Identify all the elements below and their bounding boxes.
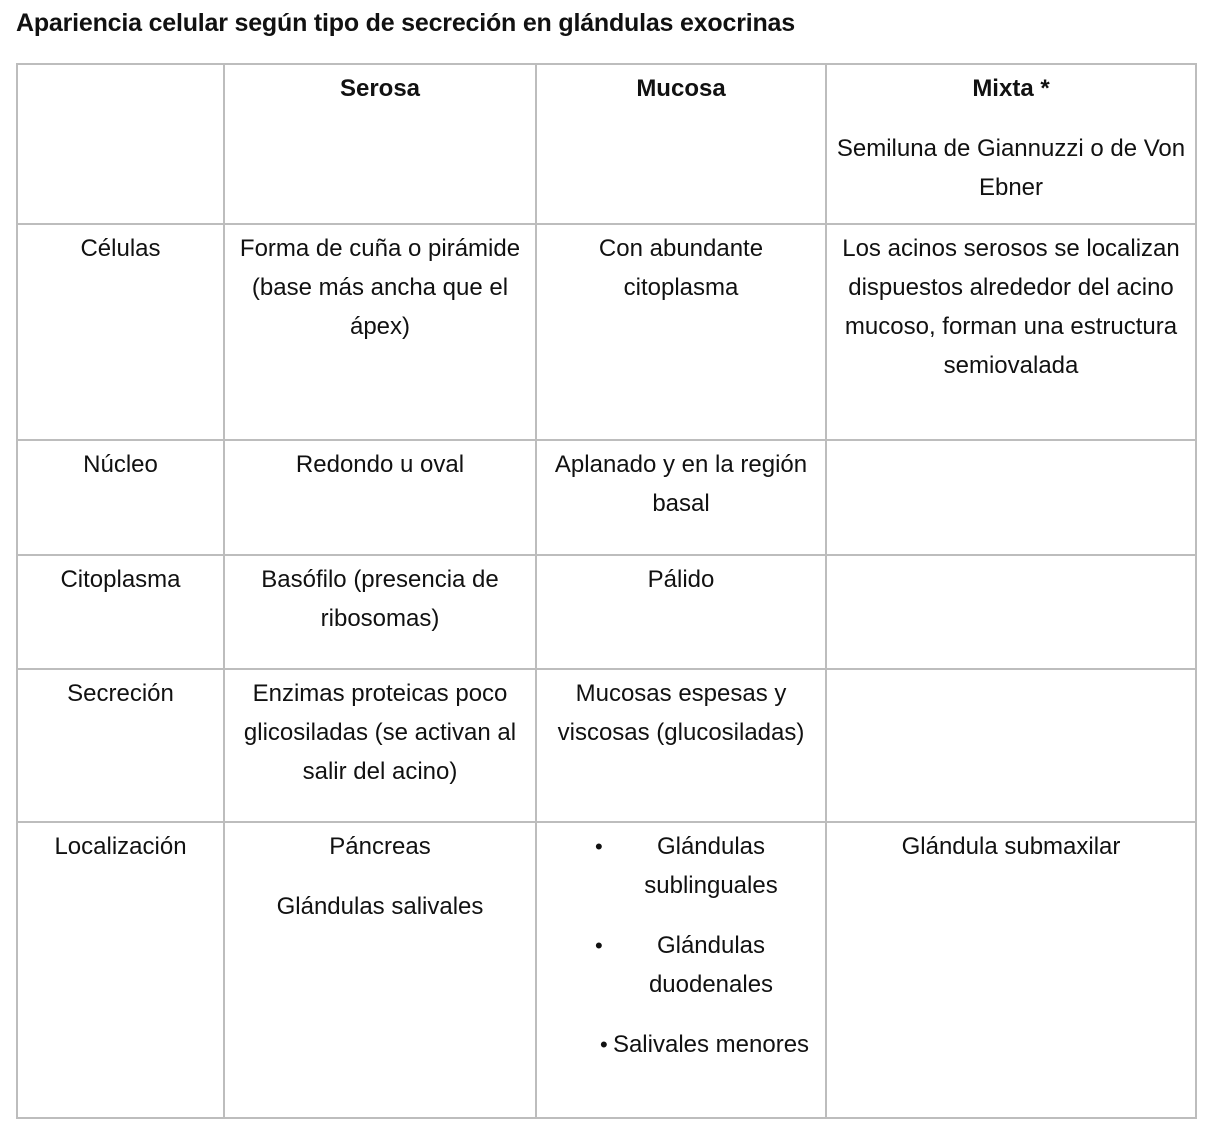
row-label: Células [17,224,224,440]
row-label: Núcleo [17,440,224,555]
list-item-text: Glándulas sublinguales [644,833,778,899]
cell-mixta: Los acinos serosos se localizan dispuestos alrededor del acino mucoso, forman una estructura semiovalada [826,224,1196,440]
list-item-text: Glándulas duodenales [648,932,774,998]
cell-mucosa: Con abundante citoplasma [536,224,826,440]
cell-serosa: Forma de cuña o pirámide (base más ancha que el ápex) [224,224,536,440]
cell-mixta: Glándula submaxilar [826,822,1196,1118]
cell-serosa: Basófilo (presencia de ribosomas) [224,555,536,669]
bullet-icon: • [595,933,603,958]
list-item [545,827,817,905]
cell-serosa [224,822,536,1118]
list-item-text: Salivales menores [612,1031,810,1058]
header-mucosa: Mucosa [536,64,826,224]
location-item: Glándulas salivales [276,893,484,920]
table-row [17,440,1196,555]
cell-mixta [826,669,1196,822]
document-title: Apariencia celular según tipo de secreción en glándulas exocrinas [16,9,795,37]
location-bullet-list [545,827,817,1064]
cell-mixta [826,555,1196,669]
bullet-icon: • [600,1032,608,1057]
row-label: Localización [17,822,224,1118]
header-mixta-note: Semiluna de Giannuzzi o de Von Ebner [836,135,1186,201]
header-mixta-cell [826,64,1196,224]
table-row [17,224,1196,440]
secretion-comparison-table [16,63,1197,1119]
table-header-row [17,64,1196,224]
table-row [17,822,1196,1118]
cell-mucosa [536,822,826,1118]
table-row [17,555,1196,669]
cell-mucosa: Aplanado y en la región basal [536,440,826,555]
cell-mucosa: Mucosas espesas y viscosas (glucosiladas) [536,669,826,822]
cell-serosa: Enzimas proteicas poco glicosiladas (se activan al salir del acino) [224,669,536,822]
cell-mixta [826,440,1196,555]
list-item [545,1025,817,1064]
cell-mucosa: Pálido [536,555,826,669]
row-label: Citoplasma [17,555,224,669]
header-serosa: Serosa [224,64,536,224]
header-mixta: Mixta * [972,75,1050,102]
bullet-icon: • [595,834,603,859]
location-item: Páncreas [329,833,431,860]
table-row [17,669,1196,822]
list-item [545,926,817,1004]
cell-serosa: Redondo u oval [224,440,536,555]
header-empty-cell [17,64,224,224]
row-label: Secreción [17,669,224,822]
